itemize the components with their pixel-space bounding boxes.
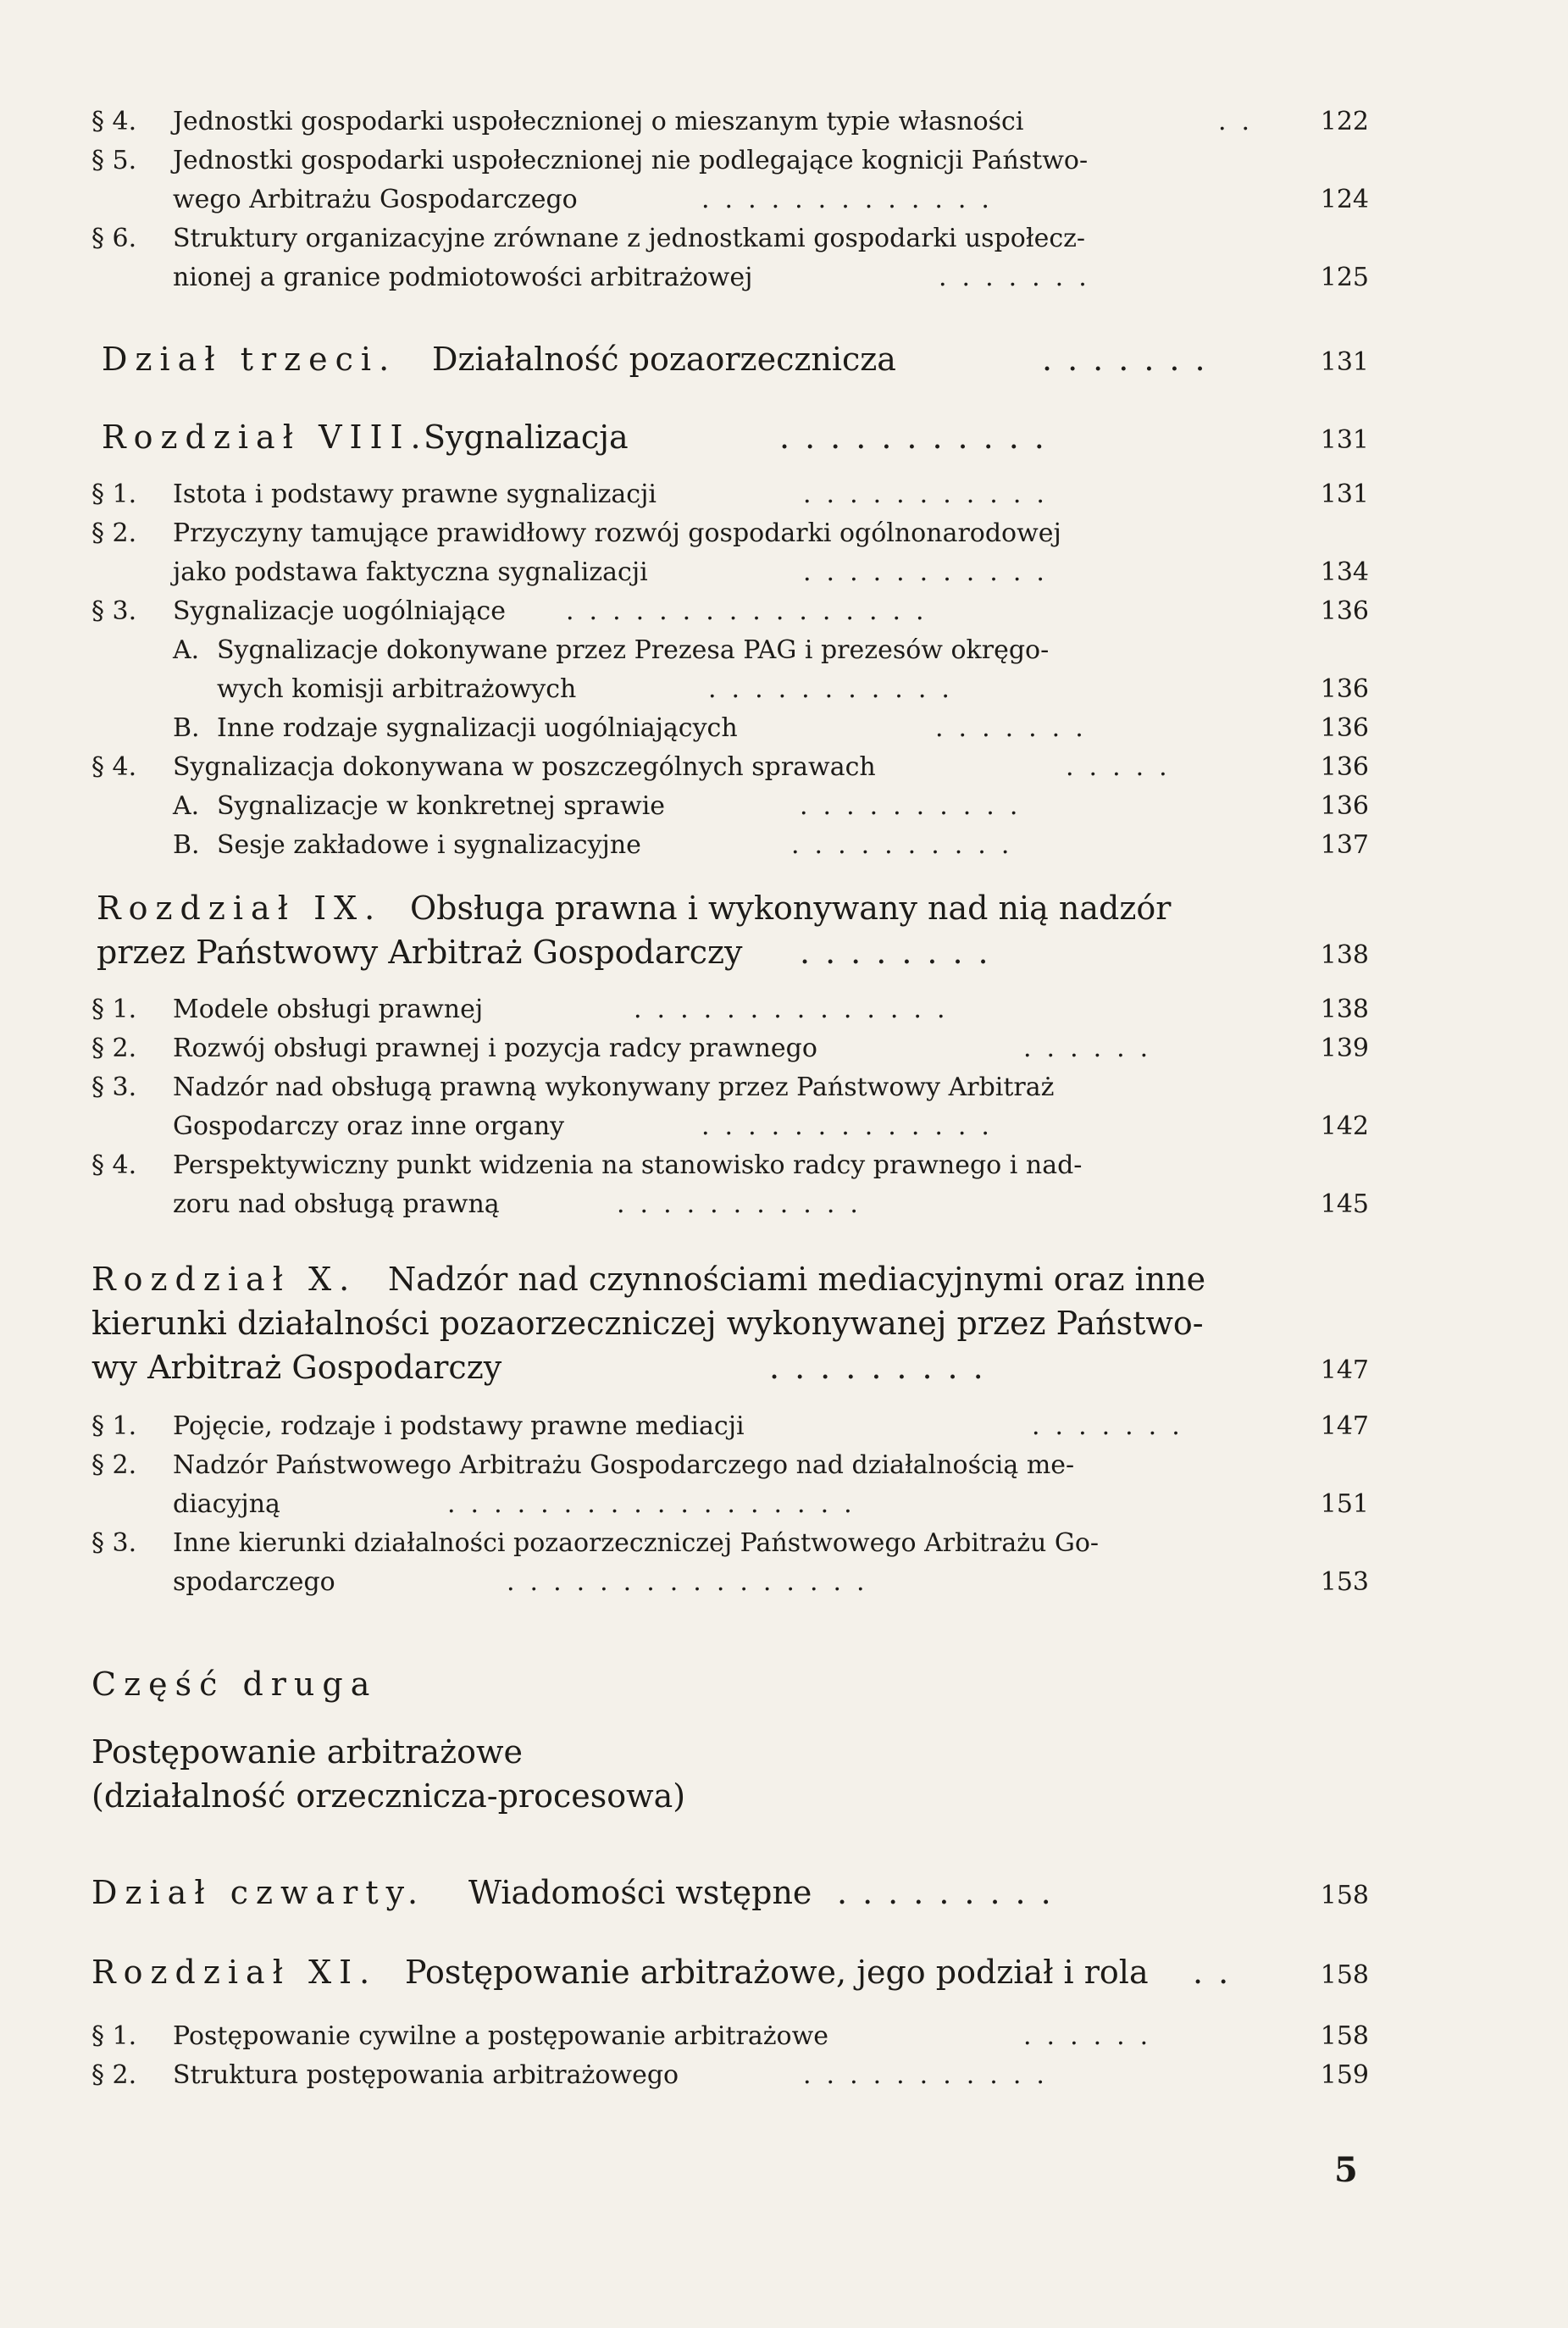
section-sign: § 2. bbox=[91, 2060, 137, 2090]
entry-title: Modele obsługi prawnej bbox=[173, 995, 484, 1024]
entry-title: Perspektywiczny punkt widzenia na stanowisko radcy prawnego i nad- bbox=[173, 1150, 1083, 1180]
page-number: 138 bbox=[1320, 940, 1369, 970]
entry-title-cont: diacyjną bbox=[173, 1489, 280, 1519]
entry-title: Inne rodzaje sygnalizacji uogólniających bbox=[217, 713, 738, 743]
leader-dots: ........... bbox=[803, 479, 1060, 509]
leader-dots: ....... bbox=[1042, 341, 1221, 378]
chapter-title: Sygnalizacja bbox=[424, 418, 629, 456]
part-title: Postępowanie arbitrażowe bbox=[91, 1733, 524, 1771]
page-number: 136 bbox=[1320, 674, 1369, 704]
page-number: 124 bbox=[1320, 185, 1369, 214]
chapter-label: Rozdział IX. bbox=[97, 890, 383, 927]
chapter-heading bbox=[102, 418, 1369, 456]
entry-title-cont: wych komisji arbitrażowych bbox=[217, 674, 577, 704]
leader-dots: ....... bbox=[935, 713, 1099, 743]
page-number: 159 bbox=[1320, 2060, 1369, 2090]
entry-title: Sesje zakładowe i sygnalizacyjne bbox=[217, 830, 641, 860]
leader-dots: .................. bbox=[447, 1489, 867, 1519]
page-number: 158 bbox=[1320, 1881, 1369, 1910]
chapter-title: Nadzór nad czynnościami mediacyjnymi oraz inne bbox=[388, 1261, 1206, 1298]
chapter-title: Postępowanie arbitrażowe, jego podział i rola bbox=[405, 1954, 1149, 1991]
division-label: Dział czwarty. bbox=[91, 1874, 426, 1911]
chapter-title-cont: przez Państwowy Arbitraż Gospodarczy bbox=[97, 934, 743, 971]
entry-title: Rozwój obsługi prawnej i pozycja radcy prawnego bbox=[173, 1034, 817, 1063]
leader-dots: ...... bbox=[1023, 2021, 1164, 2051]
section-sign: § 2. bbox=[91, 1034, 137, 1063]
division-title: Działalność pozaorzecznicza bbox=[432, 341, 896, 378]
division-title: Wiadomości wstępne bbox=[468, 1874, 812, 1911]
section-sign: § 2. bbox=[91, 1450, 137, 1480]
section-sign: § 1. bbox=[91, 995, 137, 1024]
section-sign: § 1. bbox=[91, 479, 137, 509]
section-sign: § 4. bbox=[91, 752, 137, 782]
section-sign: § 1. bbox=[91, 1411, 137, 1441]
chapter-title-cont: wy Arbitraż Gospodarczy bbox=[91, 1349, 502, 1386]
page-number: 142 bbox=[1320, 1111, 1369, 1141]
page-number: 136 bbox=[1320, 713, 1369, 743]
entry-title: Sygnalizacje w konkretnej sprawie bbox=[217, 791, 666, 821]
chapter-heading bbox=[97, 890, 1369, 927]
chapter-heading-cont bbox=[91, 1305, 1369, 1342]
page-number: 125 bbox=[1320, 263, 1369, 292]
page-number: 134 bbox=[1320, 557, 1369, 587]
page-number: 136 bbox=[1320, 752, 1369, 782]
section-sign: § 2. bbox=[91, 518, 137, 548]
section-sign: § 4. bbox=[91, 107, 137, 136]
chapter-heading-cont bbox=[91, 1349, 1369, 1386]
chapter-label: Rozdział X. bbox=[91, 1261, 357, 1298]
leader-dots: ...... bbox=[1023, 1034, 1164, 1063]
chapter-title: Obsługa prawna i wykonywany nad nią nadzór bbox=[410, 890, 1172, 927]
leader-dots: ............. bbox=[701, 185, 1005, 214]
page-number: 147 bbox=[1320, 1355, 1369, 1385]
entry-title-cont: zoru nad obsługą prawną bbox=[173, 1189, 500, 1219]
chapter-label: Rozdział XI. bbox=[91, 1954, 378, 1991]
leader-dots: ......... bbox=[769, 1349, 999, 1386]
entry-title: Jednostki gospodarki uspołecznionej o mieszanym typie własności bbox=[173, 107, 1024, 136]
leader-dots: ................ bbox=[507, 1567, 880, 1597]
section-sign: § 3. bbox=[91, 1528, 137, 1558]
page-number: 137 bbox=[1320, 830, 1369, 860]
leader-dots: ........... bbox=[617, 1189, 873, 1219]
entry-title: Sygnalizacje dokonywane przez Prezesa PAG i prezesów okręgo- bbox=[217, 635, 1050, 665]
leader-dots: ..... bbox=[1066, 752, 1183, 782]
entry-title: Nadzór Państwowego Arbitrażu Gospodarczego nad działalnością me- bbox=[173, 1450, 1075, 1480]
leader-dots: .......... bbox=[791, 830, 1025, 860]
leader-dots: ........... bbox=[779, 418, 1060, 456]
subentry-letter: B. bbox=[173, 713, 200, 743]
subentry-letter: A. bbox=[173, 791, 200, 821]
entry-title: Postępowanie cywilne a postępowanie arbitrażowe bbox=[173, 2021, 829, 2051]
page-number: 151 bbox=[1320, 1489, 1369, 1519]
page-number: 147 bbox=[1320, 1411, 1369, 1441]
division-label: Dział trzeci. bbox=[102, 341, 397, 378]
entry-title-cont: Gospodarczy oraz inne organy bbox=[173, 1111, 565, 1141]
section-sign: § 1. bbox=[91, 2021, 137, 2051]
leader-dots: .. bbox=[1193, 1954, 1244, 1991]
page-number: 145 bbox=[1320, 1189, 1369, 1219]
page-number: 131 bbox=[1320, 425, 1369, 455]
part-subtitle: (działalność orzecznicza-procesowa) bbox=[91, 1777, 686, 1815]
entry-title: Struktura postępowania arbitrażowego bbox=[173, 2060, 679, 2090]
leader-dots: ........... bbox=[803, 557, 1060, 587]
page-number: 131 bbox=[1320, 347, 1369, 377]
entry-title: Sygnalizacja dokonywana w poszczególnych sprawach bbox=[173, 752, 876, 782]
division-heading bbox=[102, 341, 1369, 378]
section-sign: § 4. bbox=[91, 1150, 137, 1180]
section-sign: § 6. bbox=[91, 224, 137, 253]
entry-title-cont: wego Arbitrażu Gospodarczego bbox=[173, 185, 578, 214]
entry-title: Przyczyny tamujące prawidłowy rozwój gospodarki ogólnonarodowej bbox=[173, 518, 1061, 548]
entry-title-cont: spodarczego bbox=[173, 1567, 335, 1597]
leader-dots: .. bbox=[1218, 107, 1266, 136]
page-number: 136 bbox=[1320, 596, 1369, 626]
division-heading bbox=[91, 1874, 1369, 1911]
entry-title: Struktury organizacyjne zrównane z jednostkami gospodarki uspołecz- bbox=[173, 224, 1086, 253]
leader-dots: ....... bbox=[1032, 1411, 1195, 1441]
leader-dots: .......... bbox=[800, 791, 1033, 821]
page-number: 153 bbox=[1320, 1567, 1369, 1597]
page-number: 158 bbox=[1320, 2021, 1369, 2051]
page-number: 136 bbox=[1320, 791, 1369, 821]
leader-dots: ....... bbox=[939, 263, 1102, 292]
leader-dots: ......... bbox=[837, 1874, 1067, 1911]
entry-title: Nadzór nad obsługą prawną wykonywany przez Państwowy Arbitraż bbox=[173, 1073, 1055, 1102]
entry-title-cont: jako podstawa faktyczna sygnalizacji bbox=[173, 557, 648, 587]
chapter-title-cont: kierunki działalności pozaorzeczniczej wykonywanej przez Państwo- bbox=[91, 1305, 1204, 1342]
chapter-label: Rozdział VIII. bbox=[102, 418, 429, 456]
chapter-heading bbox=[91, 1261, 1369, 1298]
subentry-letter: B. bbox=[173, 830, 200, 860]
leader-dots: ........... bbox=[803, 2060, 1060, 2090]
leader-dots: ............. bbox=[701, 1111, 1005, 1141]
part-label: Część druga bbox=[91, 1666, 378, 1703]
page-number: 158 bbox=[1320, 1960, 1369, 1990]
leader-dots: .............. bbox=[634, 995, 961, 1024]
page-folio: 5 bbox=[1334, 2150, 1358, 2190]
entry-title: Jednostki gospodarki uspołecznionej nie podlegające kognicji Państwo- bbox=[173, 146, 1089, 175]
page-number: 139 bbox=[1320, 1034, 1369, 1063]
page-number: 131 bbox=[1320, 479, 1369, 509]
page-number: 138 bbox=[1320, 995, 1369, 1024]
subentry-letter: A. bbox=[173, 635, 200, 665]
leader-dots: ........... bbox=[708, 674, 965, 704]
section-sign: § 3. bbox=[91, 1073, 137, 1102]
chapter-heading-cont bbox=[97, 934, 1369, 971]
entry-title: Inne kierunki działalności pozaorzeczniczej Państwowego Arbitrażu Go- bbox=[173, 1528, 1100, 1558]
entry-title: Pojęcie, rodzaje i podstawy prawne mediacji bbox=[173, 1411, 745, 1441]
leader-dots: ........ bbox=[800, 934, 1004, 971]
entry-title-cont: nionej a granice podmiotowości arbitrażowej bbox=[173, 263, 753, 292]
entry-title: Sygnalizacje uogólniające bbox=[173, 596, 506, 626]
section-sign: § 3. bbox=[91, 596, 137, 626]
section-sign: § 5. bbox=[91, 146, 137, 175]
page-number: 122 bbox=[1320, 107, 1369, 136]
chapter-heading bbox=[91, 1954, 1369, 1991]
entry-title: Istota i podstawy prawne sygnalizacji bbox=[173, 479, 657, 509]
leader-dots: ................ bbox=[566, 596, 939, 626]
